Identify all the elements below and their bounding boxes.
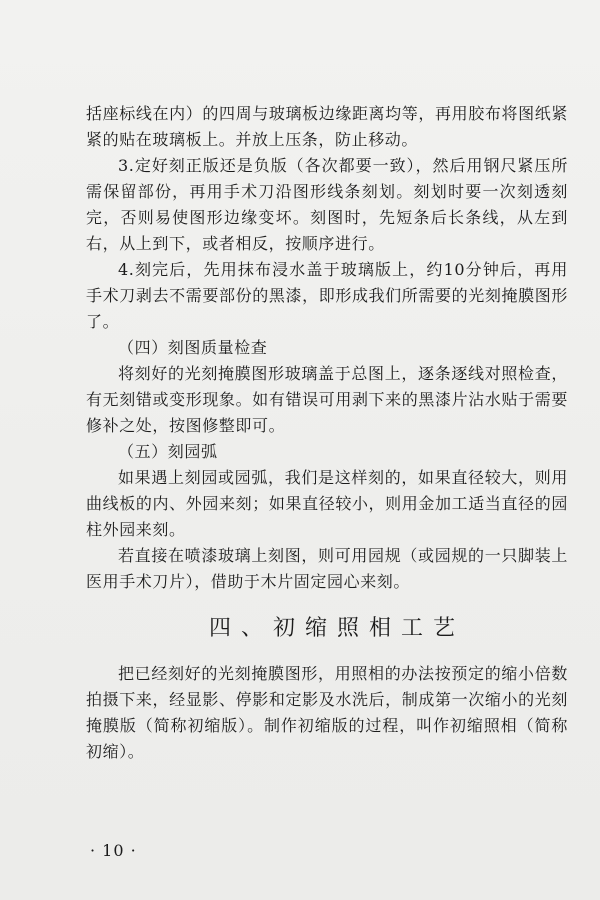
paragraph-quality-check: 将刻好的光刻掩膜图形玻璃盖于总图上，逐条逐线对照检查，有无刻错或变形现象。如有错误可用剥下来的黑漆片沾水贴于需要修补之处，按图修整即可。 bbox=[86, 364, 568, 435]
paragraph-initial-reduction: 把已经刻好的光刻掩膜图形，用照相的办法按预定的缩小倍数拍摄下来，经显影、停影和定影及水洗后，制成第一次缩小的光刻掩膜版（简称初缩版）。制作初缩版的过程，叫作初缩照相（简称初缩）。 bbox=[86, 664, 568, 761]
paragraph-arc-engraving: 如果遇上刻园或园弧，我们是这样刻的，如果直径较大，则用曲线板的内、外园来刻；如果直径较小，则用金加工适当直径的园柱外园来刻。 bbox=[86, 468, 568, 539]
paragraph-continuation: 括座标线在内）的四周与玻璃板边缘距离均等，再用胶布将图纸紧紧的贴在玻璃板上。并放上压条，防止移动。 bbox=[86, 104, 568, 149]
section-title: 四、初缩照相工艺 bbox=[208, 616, 465, 641]
subheading-arc-engraving: （五）刻园弧 bbox=[118, 442, 218, 461]
subheading-quality-check: （四）刻图质量检查 bbox=[118, 338, 268, 357]
paragraph-step-3: 3.定好刻正版还是负版（各次都要一致），然后用钢尺紧压所需保留部份，再用手术刀沿图形线条刻划。刻划时要一次刻透刻完，否则易使图形边缘变坏。刻图时，先短条后长条线，从左到右，从上到下，或者相反，按顺序进行。 bbox=[86, 156, 568, 253]
paragraph-step-4: 4.刻完后，先用抹布浸水盖于玻璃版上，约10分钟后，再用手术刀剥去不需要部份的黑漆，即形成我们所需要的光刻掩膜图形了。 bbox=[86, 260, 568, 331]
paragraph-compass-method: 若直接在喷漆玻璃上刻图，则可用园规（或园规的一只脚装上医用手术刀片），借助于木片固定园心来刻。 bbox=[86, 546, 568, 591]
page-content bbox=[86, 101, 568, 765]
page-number: · 10 · bbox=[90, 841, 137, 860]
